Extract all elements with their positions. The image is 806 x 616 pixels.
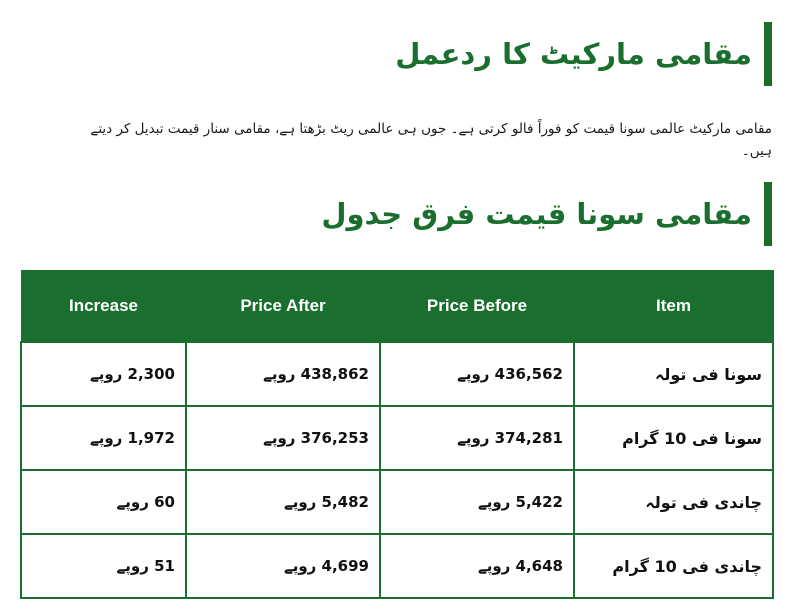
table-header-row	[21, 271, 773, 343]
cell-price-before: 374,281 روپے	[380, 406, 574, 470]
section-heading-market-reaction	[395, 22, 772, 86]
cell-price-after: 438,862 روپے	[186, 342, 380, 406]
heading-title: مقامی مارکیٹ کا ردعمل	[395, 37, 752, 71]
cell-price-before: 5,422 روپے	[380, 470, 574, 534]
table-row	[21, 342, 773, 406]
section-heading-price-table	[321, 182, 772, 246]
table-row	[21, 470, 773, 534]
header-price-before: Price Before	[380, 271, 574, 343]
price-difference-table	[20, 270, 774, 599]
header-increase: Increase	[21, 271, 186, 343]
cell-price-before: 4,648 روپے	[380, 534, 574, 598]
table-row	[21, 406, 773, 470]
cell-item: سونا فی 10 گرام	[574, 406, 773, 470]
cell-increase: 2,300 روپے	[21, 342, 186, 406]
article-paragraph: مقامی مارکیٹ عالمی سونا قیمت کو فوراً فالو کرتی ہے۔ جوں ہی عالمی ریٹ بڑھتا ہے، مقامی سنار قیمت تبدیل کر دیتے ہیں۔	[90, 121, 772, 159]
cell-item: چاندی فی تولہ	[574, 470, 773, 534]
cell-increase: 60 روپے	[21, 470, 186, 534]
cell-increase: 51 روپے	[21, 534, 186, 598]
heading-title: مقامی سونا قیمت فرق جدول	[321, 197, 752, 231]
cell-item: سونا فی تولہ	[574, 342, 773, 406]
cell-price-after: 5,482 روپے	[186, 470, 380, 534]
cell-item: چاندی فی 10 گرام	[574, 534, 773, 598]
header-price-after: Price After	[186, 271, 380, 343]
table-row	[21, 534, 773, 598]
cell-price-after: 376,253 روپے	[186, 406, 380, 470]
cell-price-after: 4,699 روپے	[186, 534, 380, 598]
cell-price-before: 436,562 روپے	[380, 342, 574, 406]
cell-increase: 1,972 روپے	[21, 406, 186, 470]
header-item: Item	[574, 271, 773, 343]
